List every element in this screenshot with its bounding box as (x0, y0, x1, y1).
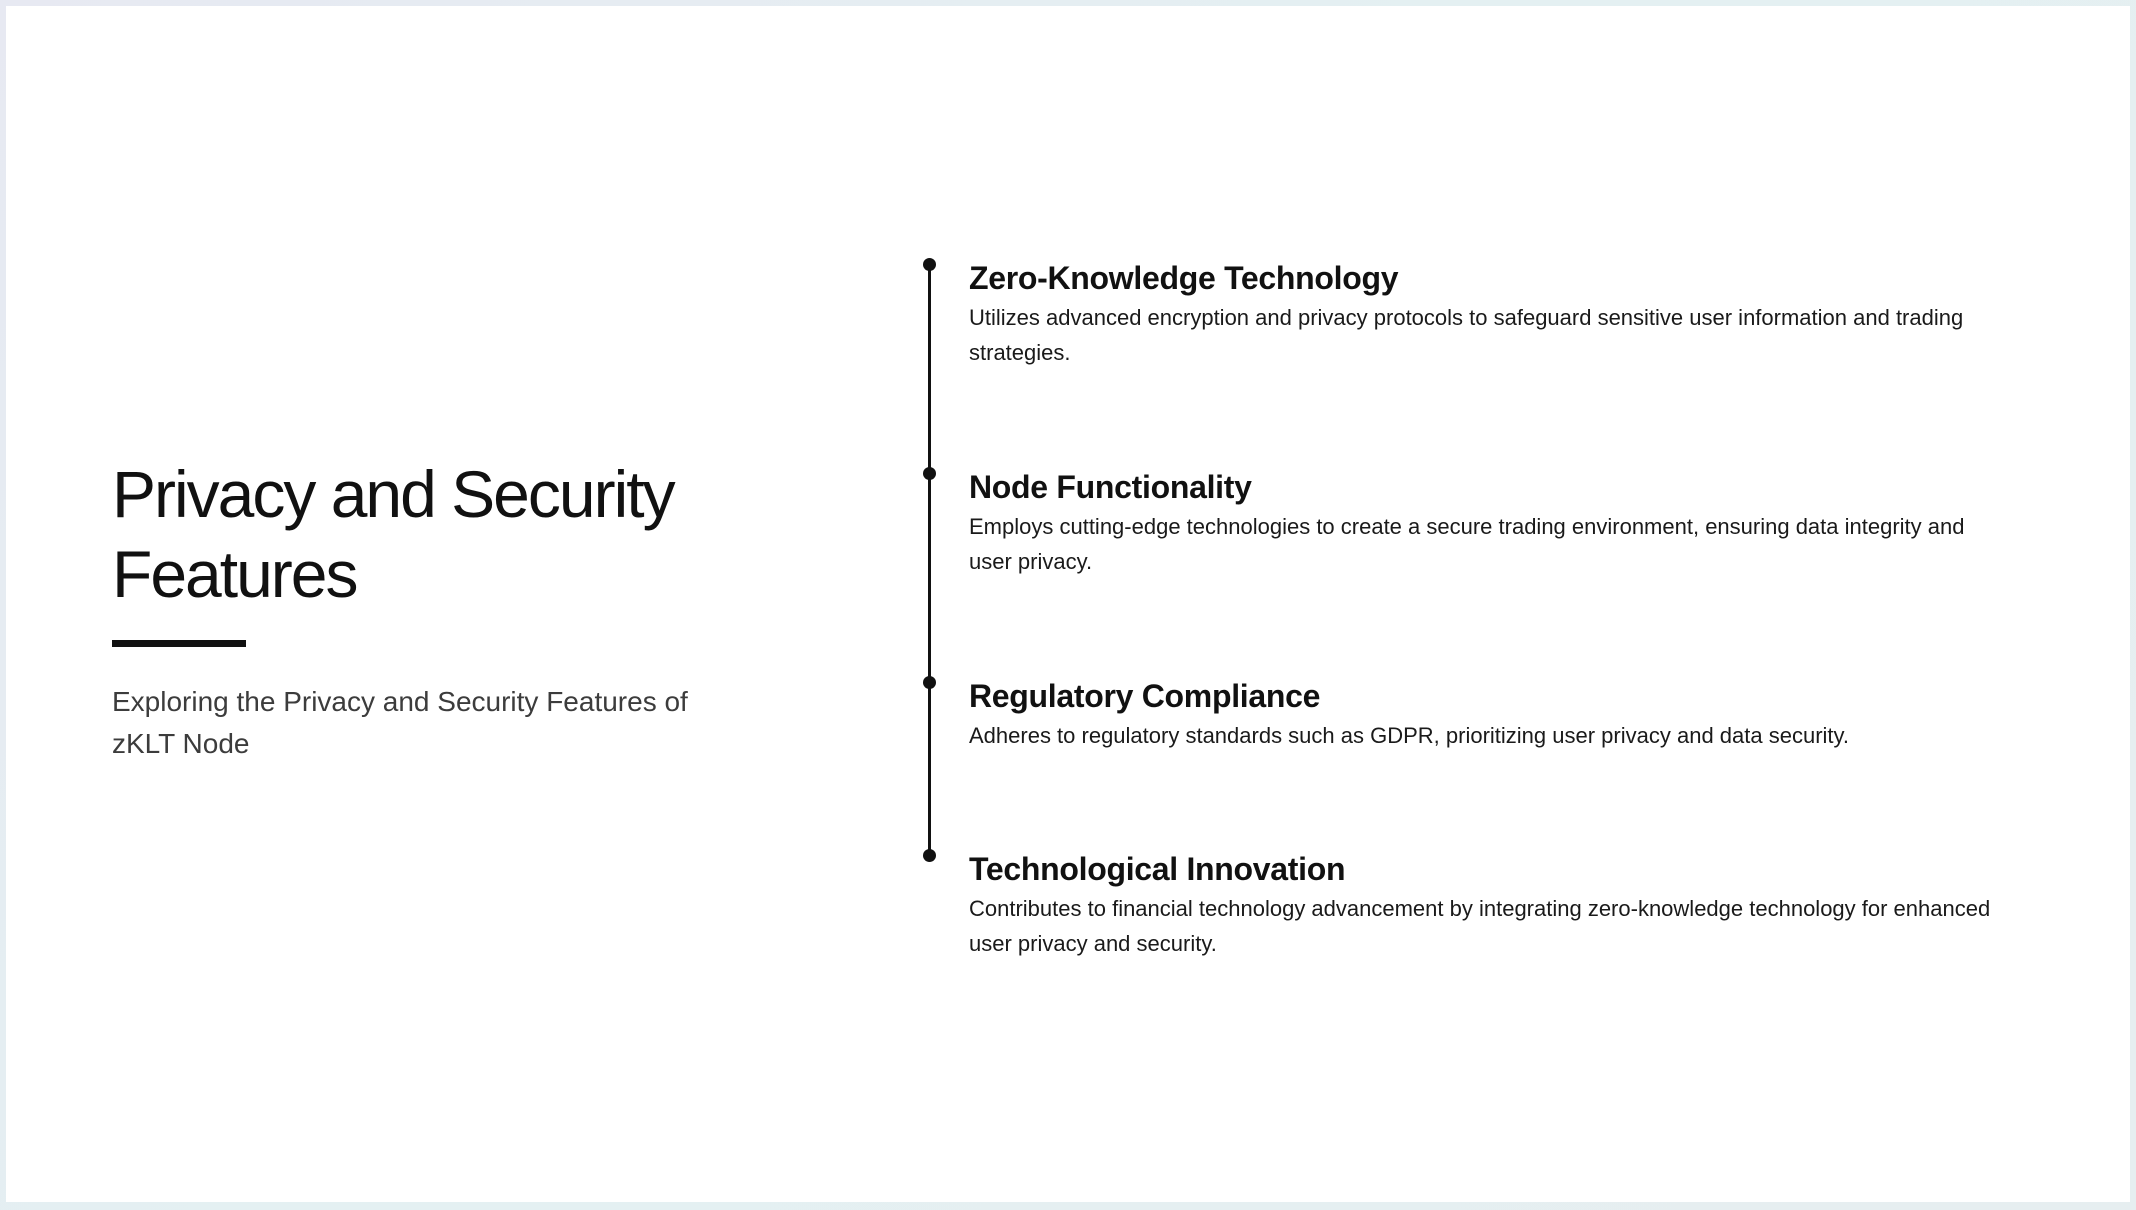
feature-description: Adheres to regulatory standards such as GDPR, prioritizing user privacy and data security. (969, 723, 1849, 748)
timeline-dot (923, 258, 936, 271)
timeline-dot (923, 467, 936, 480)
slide-title: Privacy and Security Features (112, 457, 674, 611)
feature-title: Technological Innovation (969, 851, 1346, 887)
timeline-line (928, 264, 931, 856)
feature-title: Node Functionality (969, 469, 1252, 505)
timeline-item-text (969, 672, 1999, 753)
feature-title: Zero-Knowledge Technology (969, 260, 1399, 296)
feature-description: Contributes to financial technology advancement by integrating zero-knowledge technology for enhanced user privacy and security. (969, 896, 1991, 956)
timeline-item-text (969, 845, 1999, 961)
slide-subtitle: Exploring the Privacy and Security Features of zKLT Node (112, 686, 688, 759)
timeline-dot (923, 676, 936, 689)
timeline-dot (923, 849, 936, 862)
timeline-item-text (969, 463, 1999, 579)
feature-timeline (918, 254, 1998, 956)
slide (6, 6, 2130, 1202)
timeline-item-text (969, 254, 1999, 370)
feature-description: Employs cutting-edge technologies to create a secure trading environment, ensuring data integrity and user privacy. (969, 514, 1965, 574)
feature-description: Utilizes advanced encryption and privacy protocols to safeguard sensitive user information and trading strategies. (969, 305, 1964, 365)
title-section (112, 454, 752, 765)
title-underline (112, 640, 246, 647)
feature-title: Regulatory Compliance (969, 678, 1321, 714)
